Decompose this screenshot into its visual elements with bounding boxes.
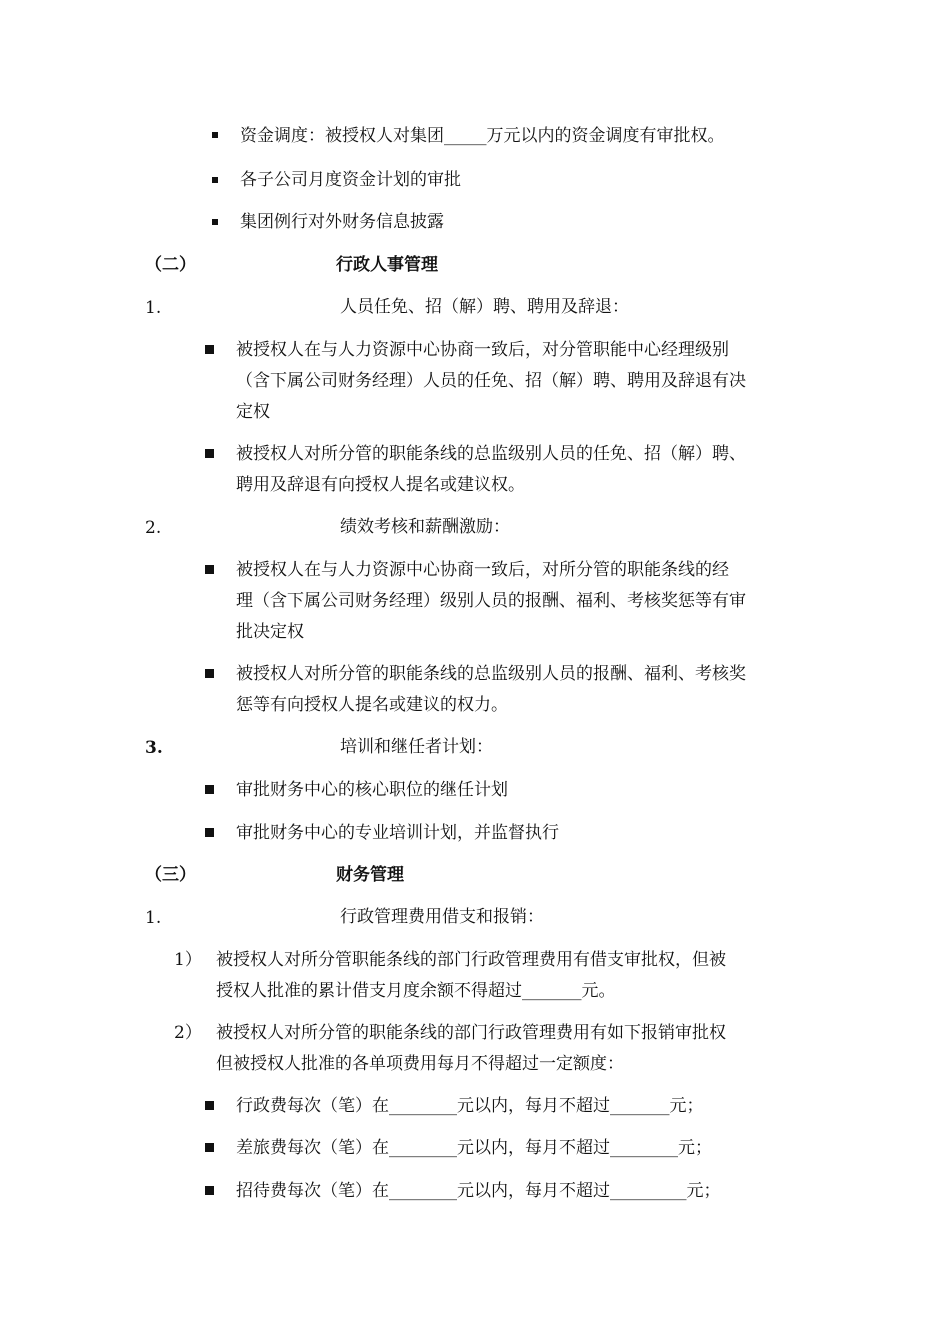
list-item: 行政费每次（笔）在________元以内，每月不超过_______元；: [236, 1096, 704, 1116]
list-item-line: 定权: [236, 402, 270, 422]
sub-item-line: 授权人批准的累计借支月度余额不得超过_______元。: [216, 981, 616, 1001]
list-item: 招待费每次（笔）在________元以内，每月不超过_________元；: [236, 1181, 721, 1201]
bullet-icon: [212, 219, 218, 225]
list-item-line: 被授权人在与人力资源中心协商一致后，对分管职能中心经理级别: [236, 340, 729, 360]
list-item: 资金调度：被授权人对集团_____万元以内的资金调度有审批权。: [240, 126, 725, 146]
list-item: 各子公司月度资金计划的审批: [240, 170, 461, 190]
sub-item-line: 但被授权人批准的各单项费用每月不得超过一定额度：: [216, 1054, 624, 1074]
sub-item-number: 1）: [174, 950, 202, 970]
bullet-icon: [205, 669, 214, 678]
list-item-line: 被授权人在与人力资源中心协商一致后，对所分管的职能条线的经: [236, 560, 729, 580]
item-title: 培训和继任者计划：: [340, 737, 493, 757]
list-item-line: 审批财务中心的核心职位的继任计划: [236, 780, 508, 800]
bullet-icon: [205, 828, 214, 837]
section-number: （三）: [145, 865, 196, 885]
bullet-icon: [205, 1143, 214, 1152]
bullet-icon: [205, 449, 214, 458]
bullet-icon: [205, 1186, 214, 1195]
bullet-icon: [205, 565, 214, 574]
list-item-line: 被授权人对所分管的职能条线的总监级别人员的报酬、福利、考核奖: [236, 664, 746, 684]
item-number: 1.: [145, 908, 162, 928]
list-item: 集团例行对外财务信息披露: [240, 212, 444, 232]
item-number: 1.: [145, 298, 162, 318]
item-title: 绩效考核和薪酬激励：: [340, 517, 510, 537]
list-item-line: （含下属公司财务经理）人员的任免、招（解）聘、聘用及辞退有决: [236, 371, 746, 391]
list-item-line: 聘用及辞退有向授权人提名或建议权。: [236, 475, 525, 495]
sub-item-line: 被授权人对所分管职能条线的部门行政管理费用有借支审批权，但被: [216, 950, 726, 970]
list-item-line: 审批财务中心的专业培训计划，并监督执行: [236, 823, 559, 843]
bullet-icon: [205, 1101, 214, 1110]
sub-item-line: 被授权人对所分管的职能条线的部门行政管理费用有如下报销审批权: [216, 1023, 726, 1043]
list-item-line: 批决定权: [236, 622, 304, 642]
bullet-icon: [205, 345, 214, 354]
bullet-icon: [205, 785, 214, 794]
bullet-icon: [212, 177, 218, 183]
bullet-icon: [212, 132, 218, 138]
list-item-line: 理（含下属公司财务经理）级别人员的报酬、福利、考核奖惩等有审: [236, 591, 746, 611]
item-title: 行政管理费用借支和报销：: [340, 907, 544, 927]
list-item-line: 惩等有向授权人提名或建议的权力。: [236, 695, 508, 715]
item-title: 人员任免、招（解）聘、聘用及辞退：: [340, 297, 629, 317]
section-number: （二）: [145, 255, 196, 275]
section-title: 行政人事管理: [336, 255, 438, 275]
section-title: 财务管理: [336, 865, 404, 885]
item-number: 2.: [145, 518, 162, 538]
list-item: 差旅费每次（笔）在________元以内，每月不超过________元；: [236, 1138, 712, 1158]
sub-item-number: 2）: [174, 1023, 202, 1043]
item-number: 3.: [145, 738, 163, 758]
list-item-line: 被授权人对所分管的职能条线的总监级别人员的任免、招（解）聘、: [236, 444, 746, 464]
